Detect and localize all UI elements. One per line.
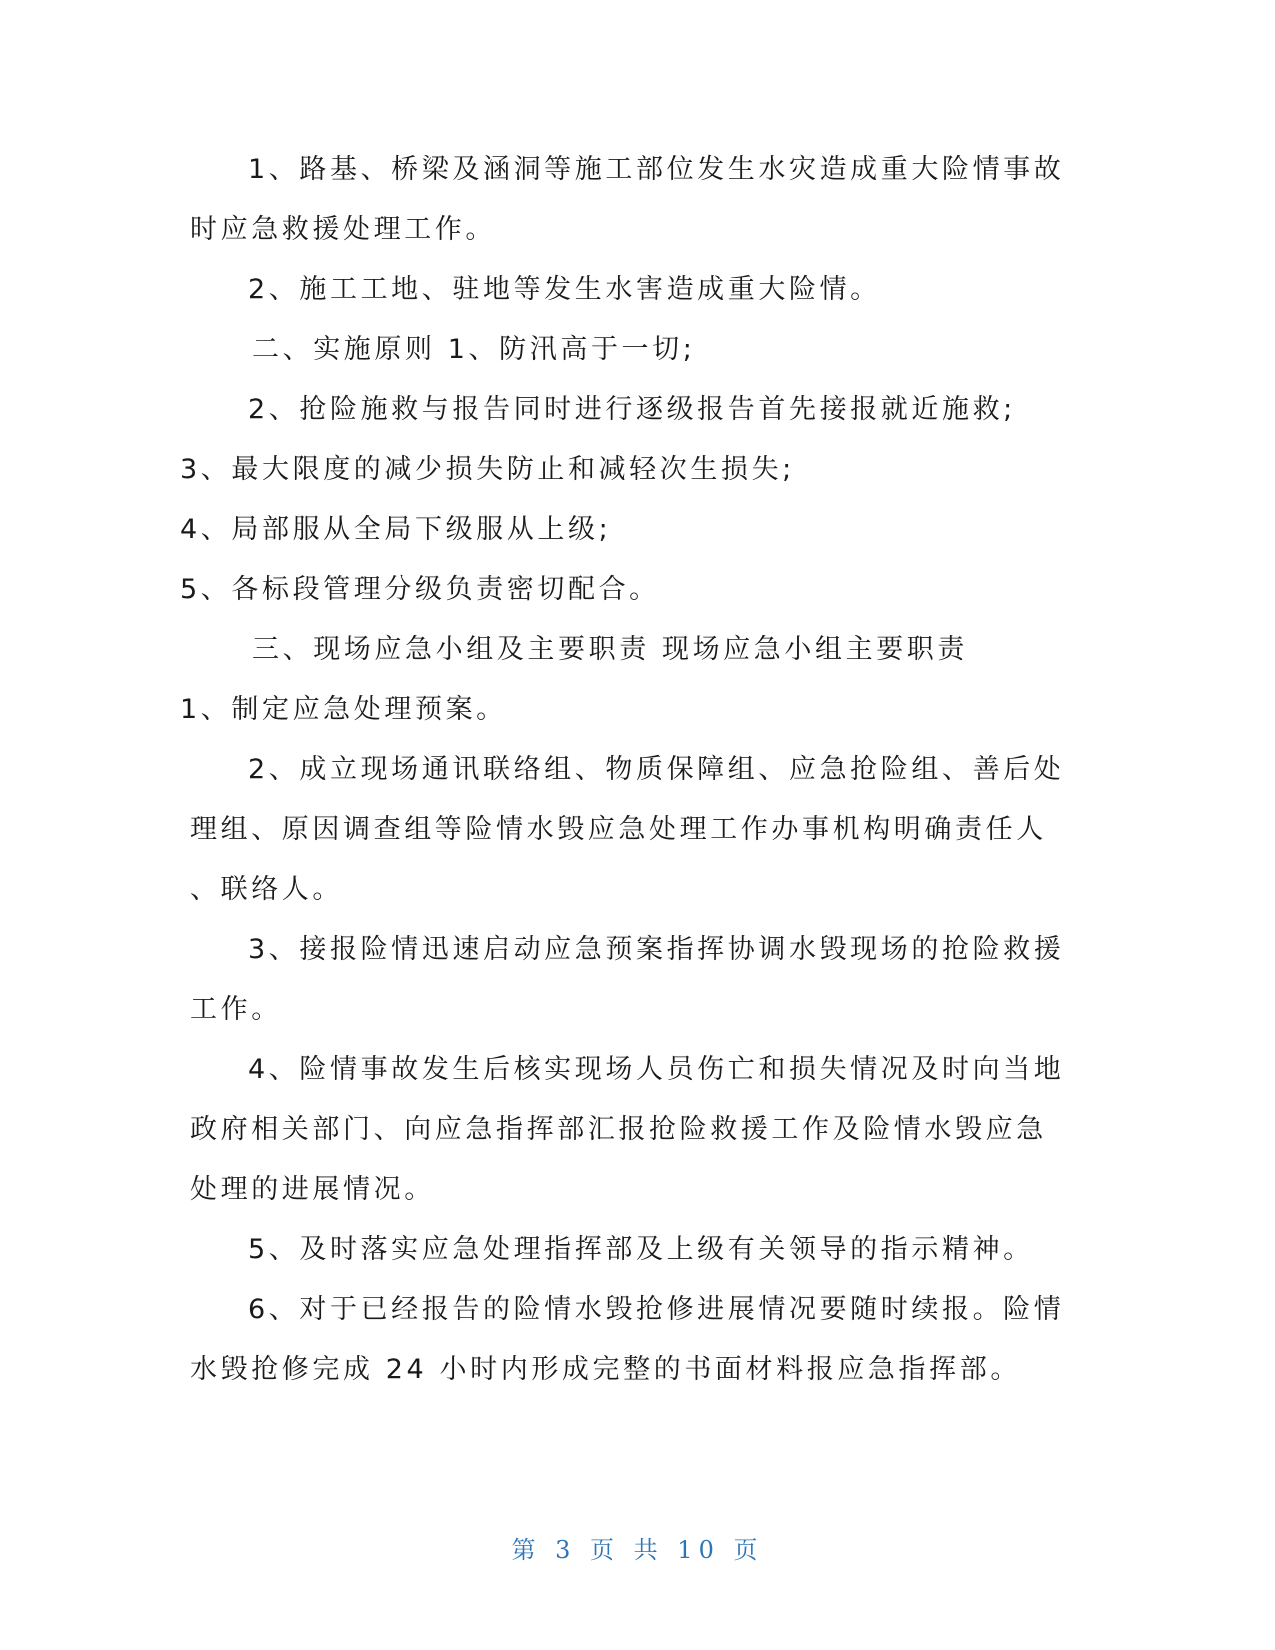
page-number-footer: 第 3 页 共 10 页 xyxy=(511,1536,764,1564)
paragraph-line: 2、施工工地、驻地等发生水害造成重大险情。 xyxy=(248,274,881,305)
paragraph-line: 工作。 xyxy=(190,994,282,1025)
document-body xyxy=(180,140,1080,1400)
paragraph-line: 5、各标段管理分级负责密切配合。 xyxy=(180,574,660,605)
paragraph-line: 2、成立现场通讯联络组、物质保障组、应急抢险组、善后处 xyxy=(248,754,1065,785)
paragraph-line: 3、接报险情迅速启动应急预案指挥协调水毁现场的抢险救援 xyxy=(248,934,1065,965)
paragraph-line: 、联络人。 xyxy=(190,874,343,905)
section-heading: 三、现场应急小组及主要职责 现场应急小组主要职责 xyxy=(252,634,968,665)
paragraph-line: 6、对于已经报告的险情水毁抢修进展情况要随时续报。险情 xyxy=(248,1294,1065,1325)
paragraph-line: 2、抢险施救与报告同时进行逐级报告首先接报就近施救; xyxy=(248,394,1016,425)
paragraph-line: 1、制定应急处理预案。 xyxy=(180,694,507,725)
paragraph-line: 政府相关部门、向应急指挥部汇报抢险救援工作及险情水毁应急 xyxy=(190,1114,1047,1145)
paragraph-line: 水毁抢修完成 24 小时内形成完整的书面材料报应急指挥部。 xyxy=(190,1354,1021,1385)
paragraph-line: 4、险情事故发生后核实现场人员伤亡和损失情况及时向当地 xyxy=(248,1054,1065,1085)
paragraph-line: 时应急救援处理工作。 xyxy=(190,214,496,245)
paragraph-line: 3、最大限度的减少损失防止和减轻次生损失; xyxy=(180,454,795,485)
paragraph-line: 1、路基、桥梁及涵洞等施工部位发生水灾造成重大险情事故 xyxy=(248,154,1065,185)
paragraph-line: 处理的进展情况。 xyxy=(190,1174,435,1205)
paragraph-line: 4、局部服从全局下级服从上级; xyxy=(180,514,612,545)
paragraph-line: 理组、原因调查组等险情水毁应急处理工作办事机构明确责任人 xyxy=(190,814,1047,845)
section-heading: 二、实施原则 1、防汛高于一切; xyxy=(252,334,696,365)
paragraph-line: 5、及时落实应急处理指挥部及上级有关领导的指示精神。 xyxy=(248,1234,1034,1265)
